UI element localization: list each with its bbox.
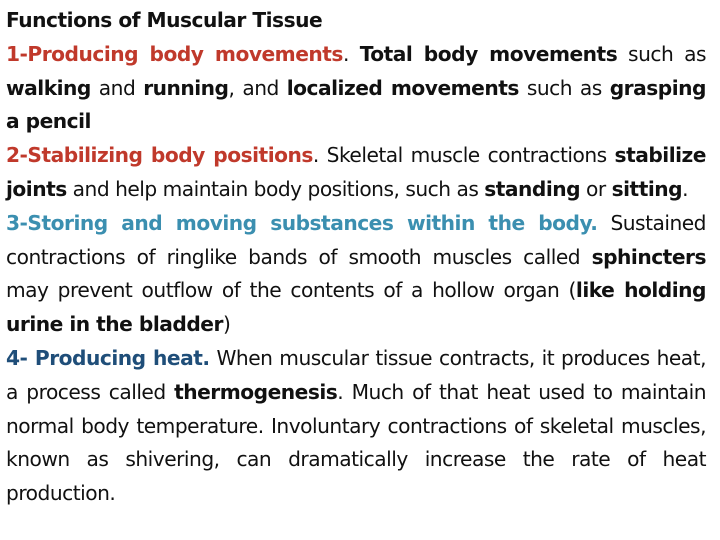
body-text: . bbox=[682, 176, 689, 201]
body-text: . Much of that heat used to maintain normal body temperature. Involuntary contractions of skeletal muscles, known as shivering, can dramatically increase the rate of heat production. bbox=[6, 379, 706, 506]
function-item-2 bbox=[6, 139, 706, 207]
body-text: . bbox=[342, 41, 360, 66]
body-text: . Skeletal muscle contractions bbox=[312, 143, 615, 168]
emphasized-term: walking bbox=[6, 75, 91, 100]
body-text: , and bbox=[228, 75, 287, 100]
body-text: and bbox=[90, 75, 144, 100]
emphasized-term: thermogenesis bbox=[174, 379, 338, 404]
emphasized-term: Total body movements bbox=[359, 41, 618, 66]
body-text: or bbox=[580, 176, 612, 201]
function-heading: 1-Producing body movements bbox=[6, 41, 343, 66]
body-text: such as bbox=[617, 41, 706, 66]
function-item-1 bbox=[6, 38, 706, 139]
body-text: ) bbox=[222, 312, 231, 337]
body-text: may prevent outflow of the contents of a hollow organ ( bbox=[6, 278, 576, 303]
body-text: Sustained contractions of ringlike bands of smooth muscles called bbox=[6, 210, 706, 269]
function-item-4 bbox=[6, 342, 706, 511]
body-text: such as bbox=[518, 75, 610, 100]
body-text: When muscular tissue contracts, it produces heat, a process called bbox=[6, 345, 706, 404]
emphasized-term: stabilize joints bbox=[6, 143, 706, 201]
emphasized-term: standing bbox=[484, 176, 581, 201]
slide-content bbox=[6, 4, 706, 511]
function-list bbox=[6, 38, 706, 511]
emphasized-term: like holding urine in the bladder bbox=[6, 278, 707, 337]
slide-title: Functions of Muscular Tissue bbox=[6, 8, 323, 32]
function-heading: 3-Storing and moving substances within the body. bbox=[6, 210, 598, 235]
function-heading: 4- Producing heat. bbox=[6, 345, 210, 370]
emphasized-term: localized movements bbox=[286, 75, 519, 100]
function-item-3 bbox=[6, 207, 706, 342]
emphasized-term: running bbox=[143, 75, 229, 100]
emphasized-term: sitting bbox=[611, 176, 683, 201]
function-heading: 2-Stabilizing body positions bbox=[6, 143, 313, 168]
emphasized-term: grasping a pencil bbox=[6, 75, 706, 134]
emphasized-term: sphincters bbox=[591, 244, 706, 269]
body-text: and help maintain body positions, such as bbox=[66, 176, 485, 201]
